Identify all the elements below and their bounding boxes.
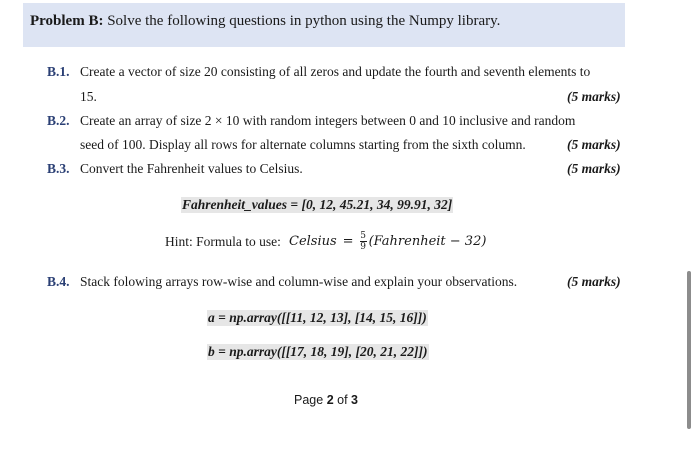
marks-b4: (5 marks) (567, 274, 621, 289)
question-b1-line2: 15. (80, 89, 97, 104)
marks-b3: (5 marks) (567, 161, 621, 176)
problem-description: Solve the following questions in python using the Numpy library. (103, 13, 501, 29)
problem-header (23, 3, 625, 47)
page-middle: of (333, 393, 352, 407)
hint-label: Hint: Formula to use: (165, 234, 281, 249)
array-a-definition: a = np.array([[11, 12, 13], [14, 15, 16]]) (208, 310, 427, 325)
fraction-denominator: 9 (360, 241, 366, 252)
page-current: 2 (326, 393, 334, 407)
question-b2-line1: Create an array of size 2 × 10 with random integers between 0 and 10 inclusive and random (80, 113, 576, 128)
fahrenheit-values: Fahrenheit_values = [0, 12, 45.21, 34, 99.91, 32] (182, 197, 453, 212)
question-code-b3: B.3. (47, 161, 70, 176)
array-b-definition: b = np.array([[17, 18, 19], [20, 21, 22]]) (208, 344, 428, 359)
vertical-scrollbar[interactable] (687, 271, 691, 429)
formula-rhs: (Fahrenheit − 32) (368, 233, 487, 249)
formula-lhs: Celsius (289, 233, 337, 249)
page-number (0, 393, 652, 407)
question-b4-line1: Stack folowing arrays row-wise and column-wise and explain your observations. (80, 274, 518, 289)
question-b3-line1: Convert the Fahrenheit values to Celsius. (80, 161, 303, 176)
problem-title (30, 13, 500, 30)
question-b1-line1: Create a vector of size 20 consisting of all zeros and update the fourth and seventh elements to (80, 64, 591, 79)
question-code-b2: B.2. (47, 113, 70, 128)
fraction-numerator: 5 (360, 230, 366, 241)
formula-fraction (360, 231, 367, 252)
page-prefix: Page (294, 393, 327, 407)
page-total: 3 (351, 393, 358, 407)
question-code-b1: B.1. (47, 64, 70, 79)
question-b2-line2: seed of 100. Display all rows for alternate columns starting from the sixth column. (80, 137, 526, 152)
problem-label: Problem B: (30, 13, 104, 29)
formula-equals: = (342, 233, 354, 249)
marks-b1: (5 marks) (567, 89, 621, 104)
marks-b2: (5 marks) (567, 137, 621, 152)
question-code-b4: B.4. (47, 274, 70, 289)
celsius-formula (289, 229, 486, 253)
